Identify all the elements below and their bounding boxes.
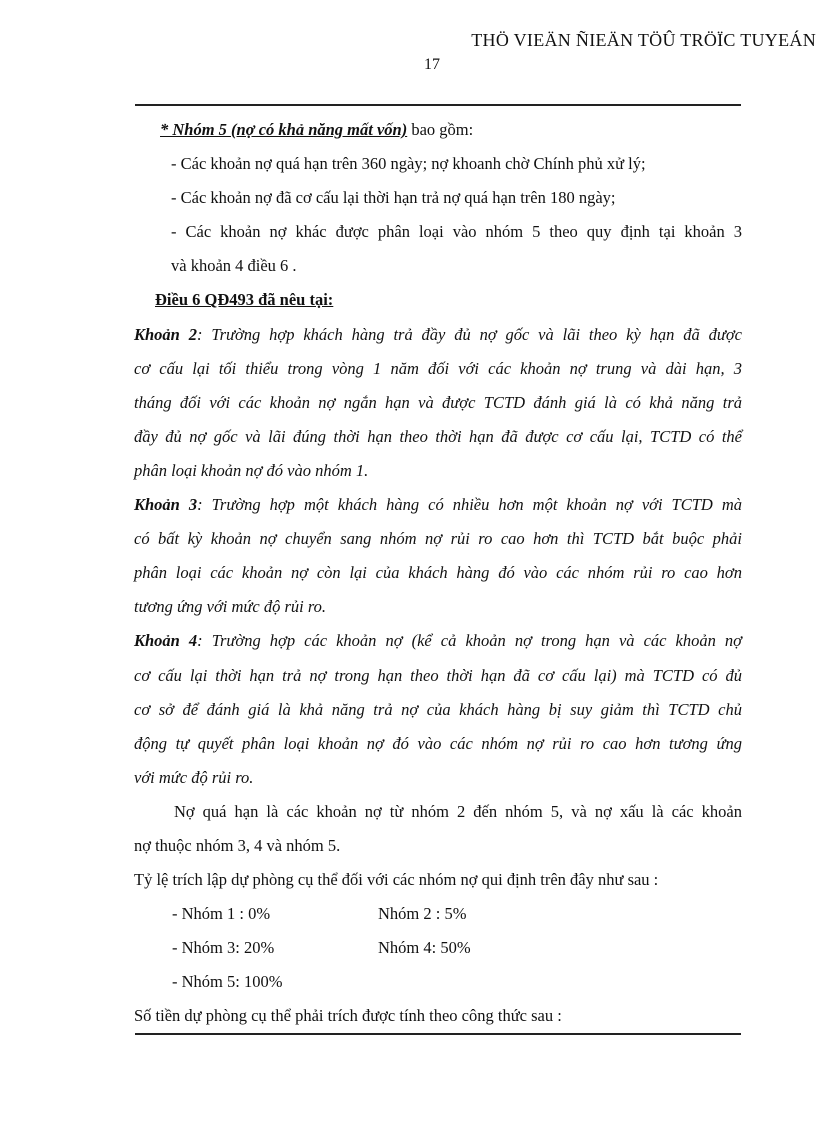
group5-heading	[134, 113, 742, 147]
clause3-line-4: tương ứng với mức độ rủi ro.	[134, 597, 327, 617]
clause4-line-1	[134, 624, 742, 658]
library-watermark: THÖ VIEÄN ÑIEÄN TÖÛ TRÖÏC TUYEÁN	[471, 30, 816, 50]
provision-rate-row-3	[134, 965, 742, 999]
provision-rate-group-5: - Nhóm 5: 100%	[172, 972, 283, 992]
group5-title: * Nhóm 5 (nợ có khả năng mất vốn)	[160, 120, 408, 139]
provision-rate-group-1: - Nhóm 1 : 0%	[172, 904, 271, 924]
provision-rate-row-2	[134, 931, 742, 965]
header-divider	[135, 104, 741, 106]
footer-divider	[135, 1033, 741, 1035]
clause4-text: : Trường hợp các khoản nợ (kể cả khoản nợ trong hạn và các khoản nợ	[197, 631, 742, 651]
clause2-text: : Trường hợp khách hàng trả đầy đủ nợ gốc và lãi theo kỳ hạn đã được	[196, 324, 742, 344]
clause3-line-3: phân loại các khoản nợ còn lại của khách hàng đó vào các nhóm rủi ro cao hơn	[134, 563, 742, 583]
clause4-label: Khoản 4	[134, 631, 198, 651]
article6-title: Điều 6 QĐ493 đã nêu tại:	[155, 290, 334, 310]
clause4-line-2: cơ cấu lại thời hạn trả nợ trong hạn theo thời hạn đã cơ cấu lại) mà TCTD có đủ	[134, 665, 742, 685]
formula-intro: Số tiền dự phòng cụ thể phải trích được tính theo công thức sau :	[134, 1006, 562, 1026]
clause2-line-3: tháng đối với các khoản nợ ngắn hạn và được TCTD đánh giá là có khả năng trả	[134, 392, 742, 412]
clause3-line-1	[134, 488, 742, 522]
clause2-line-2: cơ cấu lại tối thiểu trong vòng 1 năm đối với các khoản nợ trung và dài hạn, 3	[134, 358, 742, 378]
overdue-note-line-1: Nợ quá hạn là các khoản nợ từ nhóm 2 đến nhóm 5, và nợ xấu là các khoản	[174, 801, 742, 821]
provision-rate-group-3: - Nhóm 3: 20%	[172, 938, 275, 958]
group5-item-3: - Các khoản nợ khác được phân loại vào nhóm 5 theo quy định tại khoản 3	[171, 222, 742, 242]
group5-item-3-continued: và khoản 4 điều 6 .	[171, 256, 297, 276]
clause3-text: : Trường hợp một khách hàng có nhiều hơn một khoản nợ với TCTD mà	[197, 495, 743, 515]
clause4-line-4: động tự quyết phân loại khoản nợ đó vào các nhóm nợ rủi ro cao hơn tương ứng	[134, 733, 742, 753]
provision-rate-group-2: Nhóm 2 : 5%	[378, 904, 467, 924]
clause2-line-1	[134, 318, 742, 352]
clause2-line-5: phân loại khoản nợ đó vào nhóm 1.	[134, 460, 369, 480]
provision-rate-group-4: Nhóm 4: 50%	[378, 938, 471, 958]
overdue-note-line-2: nợ thuộc nhóm 3, 4 và nhóm 5.	[134, 835, 341, 855]
page-number: 17	[424, 56, 440, 73]
article6-heading	[134, 283, 742, 317]
clause3-label: Khoản 3	[134, 495, 198, 515]
clause2-line-4: đầy đủ nợ gốc và lãi đúng thời hạn theo thời hạn đã được cơ cấu lại, TCTD có thể	[134, 426, 742, 446]
provision-rate-row-1	[134, 897, 742, 931]
provision-intro: Tỷ lệ trích lập dự phòng cụ thể đối với các nhóm nợ qui định trên đây như sau :	[134, 870, 659, 890]
group5-item-2: - Các khoản nợ đã cơ cấu lại thời hạn trả nợ quá hạn trên 180 ngày;	[171, 188, 616, 208]
group5-item-1: - Các khoản nợ quá hạn trên 360 ngày; nợ khoanh chờ Chính phủ xử lý;	[171, 154, 646, 174]
clause3-line-2: có bất kỳ khoản nợ chuyển sang nhóm nợ rủi ro cao hơn thì TCTD bắt buộc phải	[134, 529, 742, 549]
group5-title-suffix: bao gồm:	[407, 120, 474, 139]
document-body	[134, 113, 742, 1034]
clause4-line-5: với mức độ rủi ro.	[134, 767, 254, 787]
clause4-line-3: cơ sở để đánh giá là khả năng trả nợ của khách hàng bị suy giảm thì TCTD chủ	[134, 699, 742, 719]
clause2-label: Khoản 2	[134, 324, 197, 344]
